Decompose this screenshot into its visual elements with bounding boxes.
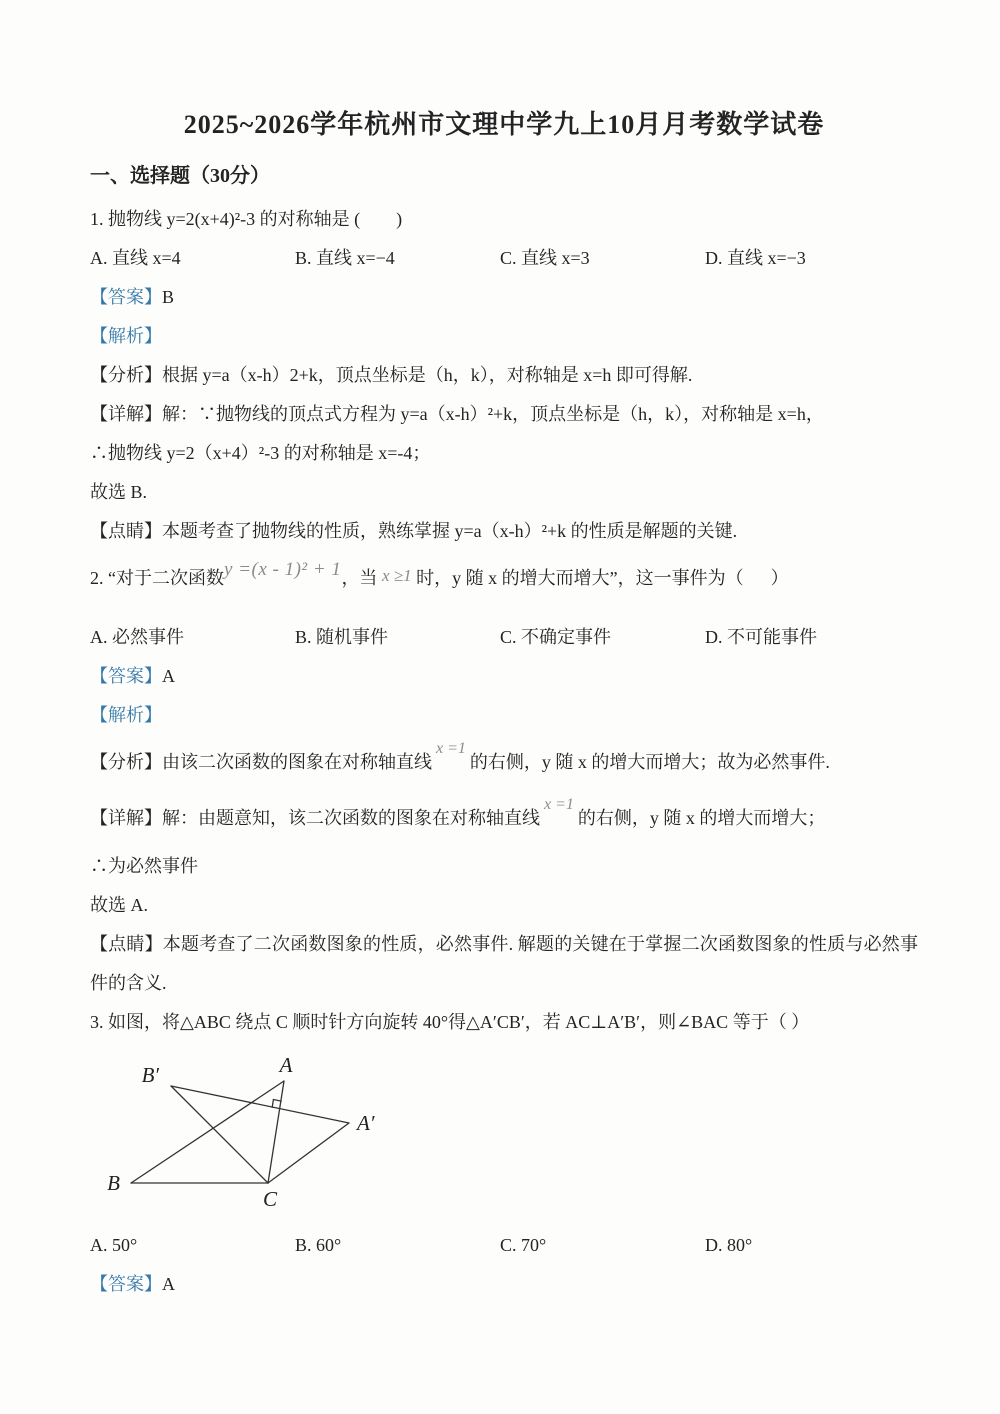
vertex-label-Bprime: B′ xyxy=(141,1063,159,1087)
q1-dianjing: 【点睛】本题考查了抛物线的性质，熟练掌握 y=a（x-h）²+k 的性质是解题的关键. xyxy=(90,521,738,541)
q2-fenxi xyxy=(90,740,918,783)
q2-condition-formula: x ≥1 xyxy=(381,566,412,585)
q1-option-a: A. 直线 x=4 xyxy=(90,248,181,268)
q2-axis-formula: x =1 xyxy=(544,796,574,813)
q2-xiangjie xyxy=(90,796,918,839)
q2-stem xyxy=(90,555,918,602)
analysis-label: 【解析】 xyxy=(90,705,162,725)
vertex-label-C: C xyxy=(262,1187,278,1211)
q1-xiangjie: 【详解】解：∵抛物线的顶点式方程为 y=a（x-h）²+k，顶点坐标是（h，k），对称轴是 x=h， xyxy=(90,404,824,424)
q2-quadratic-formula: y =(x - 1)² + 1 xyxy=(224,559,342,580)
analysis-label: 【解析】 xyxy=(90,326,162,346)
q3-options xyxy=(90,1226,918,1265)
q2-dianjing: 【点睛】本题考查了二次函数图象的性质，必然事件. 解题的关键在于掌握二次函数图象的性质与必然事件的含义. xyxy=(90,934,918,993)
answer-label: 【答案】 xyxy=(90,287,162,307)
q2-stem-pre: 2. “对于二次函数 xyxy=(90,568,224,588)
q2-options xyxy=(90,618,918,657)
q2-option-d: D. 不可能事件 xyxy=(705,627,817,647)
q2-axis-formula: x =1 xyxy=(436,740,466,757)
q2-option-b: B. 随机事件 xyxy=(295,627,389,647)
q3-answer-value: A xyxy=(162,1274,175,1294)
segment-BprimeC xyxy=(171,1086,268,1183)
q1-answer-line xyxy=(90,278,918,317)
q2-stem-suf: 时，y 随 x 的增大而增大”，这一事件为（ ） xyxy=(411,568,789,588)
segment-AB xyxy=(131,1081,284,1183)
segment-BprimeAprime xyxy=(171,1086,349,1123)
q2-stem-mid: ，当 xyxy=(341,568,382,588)
q1-deduction: ∴抛物线 y=2（x+4）²-3 的对称轴是 x=-4； xyxy=(90,443,431,463)
vertex-label-Aprime: A′ xyxy=(357,1111,375,1135)
q1-analysis-label-line xyxy=(90,317,918,356)
q1-option-d: D. 直线 x=−3 xyxy=(705,248,806,268)
q3-stem: 3. 如图，将△ABC 绕点 C 顺时针方向旋转 40°得△A′CB′，若 AC⊥A′B′，则∠BAC 等于（ ） xyxy=(90,1012,810,1032)
q2-option-a: A. 必然事件 xyxy=(90,627,184,647)
q1-options xyxy=(90,239,918,278)
q3-option-c: C. 70° xyxy=(500,1235,547,1255)
segment-CAprime xyxy=(268,1123,349,1183)
q1-choose: 故选 B. xyxy=(90,482,148,502)
q1-answer-value: B xyxy=(162,287,175,307)
q2-fenxi-pre: 【分析】由该二次函数的图象在对称轴直线 xyxy=(90,752,432,772)
q2-xiangjie-pre: 【详解】解：由题意知，该二次函数的图象在对称轴直线 xyxy=(90,808,540,828)
q1-stem: 1. 抛物线 y=2(x+4)²-3 的对称轴是 ( ) xyxy=(90,209,403,229)
q3-answer-line xyxy=(90,1265,918,1304)
q3-option-d: D. 80° xyxy=(705,1235,753,1255)
segment-CA xyxy=(268,1081,284,1183)
page-title: 2025~2026学年杭州市文理中学九上10月月考数学试卷 xyxy=(183,110,825,139)
q3-option-a: A. 50° xyxy=(90,1235,138,1255)
q1-option-b: B. 直线 x=−4 xyxy=(295,248,395,268)
answer-label: 【答案】 xyxy=(90,666,162,686)
vertex-label-B: B xyxy=(107,1171,120,1195)
q2-choose: 故选 A. xyxy=(90,895,148,915)
q1-option-c: C. 直线 x=3 xyxy=(500,248,590,268)
q2-answer-value: A xyxy=(162,666,175,686)
q2-answer-line xyxy=(90,657,918,696)
q3-rotation-figure xyxy=(86,1048,426,1218)
q2-fenxi-suf: 的右侧，y 随 x 的增大而增大；故为必然事件. xyxy=(469,752,830,772)
q3-option-b: B. 60° xyxy=(295,1235,342,1255)
q2-deduction: ∴为必然事件 xyxy=(90,856,198,876)
exam-content xyxy=(90,0,918,1304)
q2-xiangjie-suf: 的右侧，y 随 x 的增大而增大； xyxy=(577,808,826,828)
section-heading: 一、选择题（30分） xyxy=(90,165,270,187)
vertex-label-A: A xyxy=(279,1053,293,1077)
q1-fenxi: 【分析】根据 y=a（x-h）2+k，顶点坐标是（h，k），对称轴是 x=h 即可得解. xyxy=(90,365,693,385)
q2-option-c: C. 不确定事件 xyxy=(500,627,612,647)
answer-label: 【答案】 xyxy=(90,1274,162,1294)
q2-analysis-label-line xyxy=(90,696,918,735)
